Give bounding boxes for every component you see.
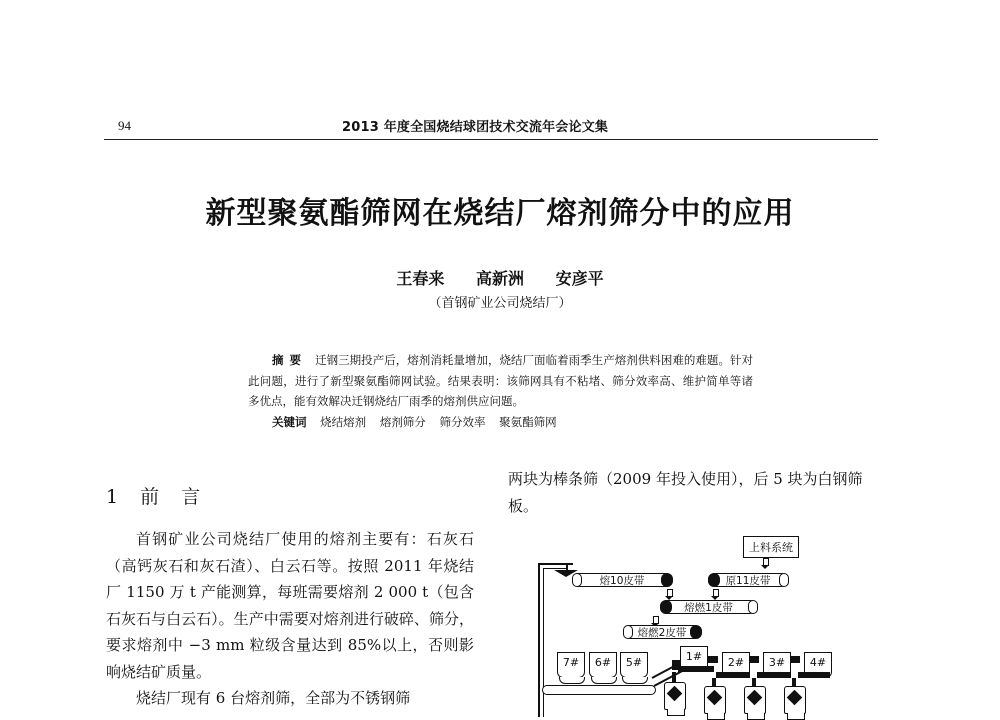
paragraph: 首钢矿业公司烧结厂使用的熔剂主要有：石灰石（高钙灰石和灰石渣）、白云石等。按照 2011 年烧结厂 1150 万 t 产能测算，每班需要熔剂 2 000 t（包含石灰石与白云石）。生产中需要对熔剂进行破碎、筛分，要求熔剂中 −3 mm 粒级含量达到 85%以上，否则影响烧结矿质量。	[106, 530, 474, 681]
abstract-text: 迁钢三期投产后，熔剂消耗量增加，烧结厂面临着雨季生产熔剂供料困难的难题。针对此问题，进行了新型聚氨酯筛网试验。结果表明：该筛网具有不粘堵、筛分效率高、维护简单等诸多优点，能有效解决迁钢烧结厂雨季的熔剂供应问题。	[248, 353, 754, 408]
crusher-icon	[744, 686, 766, 714]
keyword: 烧结熔剂	[320, 415, 367, 429]
left-column	[106, 526, 474, 712]
drive-pulley-icon	[660, 600, 672, 614]
frame-line	[543, 568, 568, 569]
bin-3: 3#	[763, 652, 791, 678]
author: 安彦平	[555, 269, 604, 288]
frame-line	[543, 568, 544, 717]
bin-7: 7#	[557, 652, 585, 678]
keyword: 熔剂筛分	[379, 415, 426, 429]
author: 高新洲	[475, 269, 524, 288]
feeder-block	[790, 656, 800, 663]
page-number: 94	[118, 118, 131, 133]
down-arrow-icon	[763, 558, 769, 566]
section-heading	[106, 482, 200, 509]
belt-yuan11: 原11皮带	[708, 573, 788, 587]
crusher-base	[667, 709, 685, 716]
chute-line	[712, 678, 716, 686]
feeder-block	[678, 666, 714, 672]
pulley-icon	[748, 600, 758, 614]
down-arrow-icon	[667, 589, 673, 597]
feeder-block	[757, 672, 791, 678]
section-number: 1	[106, 486, 119, 508]
down-arrow-icon	[713, 589, 719, 597]
author-list	[0, 266, 1000, 289]
feeder-block	[708, 656, 718, 663]
drive-pulley-icon	[690, 625, 702, 639]
right-column	[508, 466, 880, 519]
drive-pulley-icon	[661, 573, 673, 587]
crusher-icon	[664, 682, 686, 710]
feeder-block	[716, 672, 750, 678]
bin-base	[622, 677, 648, 684]
chute-line	[672, 672, 676, 682]
bin-5: 5#	[620, 652, 648, 678]
running-title: 2013 年度全国烧结球团技术交流年会论文集	[342, 120, 609, 135]
pulley-icon	[572, 573, 582, 587]
frame-line	[538, 563, 540, 717]
pulley-icon	[779, 573, 789, 587]
feeder-block	[798, 672, 830, 678]
paper-title: 新型聚氨酯筛网在烧结厂熔剂筛分中的应用	[205, 196, 795, 231]
keyword: 筛分效率	[439, 415, 486, 429]
abstract	[248, 350, 753, 412]
chute-line	[792, 678, 796, 686]
bin-6: 6#	[589, 652, 617, 678]
down-arrow-icon	[653, 616, 659, 624]
section-title-char: 前	[140, 486, 160, 508]
belt-rong10: 熔10皮带	[572, 573, 672, 587]
crusher-icon	[704, 686, 726, 714]
keyword: 聚氨酯筛网	[499, 415, 557, 429]
header-rule	[104, 139, 878, 140]
belt-rongran2: 熔燃2皮带	[623, 625, 701, 639]
bin-2: 2#	[722, 652, 750, 678]
author: 王春来	[396, 269, 445, 288]
chute-line	[752, 678, 756, 686]
drive-pulley-icon	[708, 573, 720, 587]
crusher-icon	[784, 686, 806, 714]
abstract-label: 摘要	[272, 353, 308, 367]
process-flow-diagram	[530, 530, 830, 717]
lower-belt	[542, 685, 656, 695]
feeder-block	[749, 656, 759, 663]
section-title-char: 言	[181, 486, 201, 508]
feed-system-box: 上料系统	[743, 536, 799, 558]
bin-base	[591, 677, 617, 684]
belt-rongran1: 熔燃1皮带	[660, 600, 757, 614]
feeder-block	[672, 660, 680, 670]
paragraph: 烧结厂现有 6 台熔剂筛，全部为不锈钢筛	[136, 689, 411, 707]
bin-4: 4#	[804, 652, 832, 678]
paragraph: 两块为棒条筛（2009 年投入使用），后 5 块为白钢筛板。	[508, 470, 863, 515]
keywords	[272, 414, 567, 430]
affiliation: （首钢矿业公司烧结厂）	[428, 296, 572, 311]
keywords-label: 关键词	[272, 415, 307, 429]
bin-1: 1#	[680, 646, 708, 672]
pulley-icon	[623, 625, 633, 639]
bin-base	[559, 677, 585, 684]
